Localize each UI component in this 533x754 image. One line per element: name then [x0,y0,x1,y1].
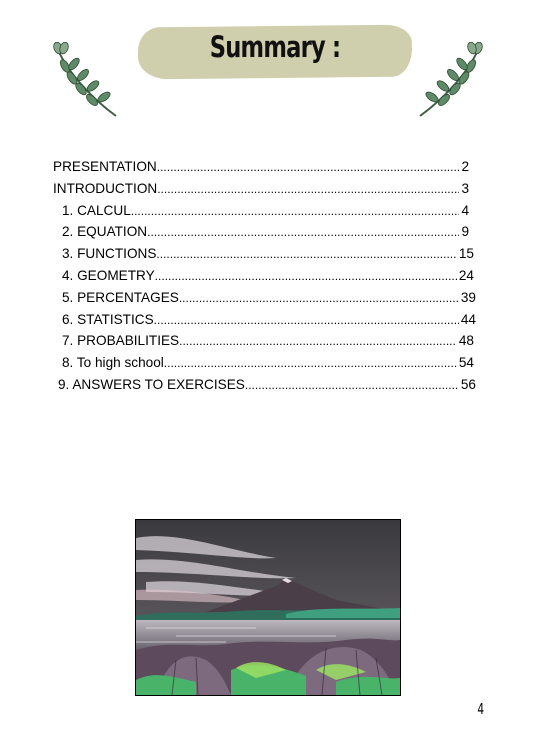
toc-entry-page: 56 [460,376,476,392]
toc-entry-label: 8. To high school [62,355,164,371]
leaf-sprig-icon [50,42,122,122]
toc-entry-label: INTRODUCTION [53,180,158,196]
toc-entry-page: 24 [458,267,474,283]
toc-entry [53,246,483,268]
page-title: Summary : [209,30,341,64]
toc-entry-label: 4. GEOMETRY [62,267,155,283]
toc-entry-label: 9. ANSWERS TO EXERCISES [58,376,245,392]
toc-entry [53,333,483,355]
toc-entry [53,290,483,312]
toc-entry [53,268,483,290]
toc-entry [53,224,483,246]
toc-entry [53,377,483,399]
toc-entry-page: 54 [458,355,474,371]
toc-entry-page: 3 [461,180,469,196]
toc-leader-dots [131,204,460,218]
leaf-sprig-icon [414,42,486,122]
toc-leader-dots [157,182,459,196]
toc-leader-dots [164,356,457,370]
toc-entry [53,159,483,181]
toc-entry-label: 2. EQUATION [62,224,148,240]
toc-leader-dots [154,313,459,327]
toc-entry [53,181,483,203]
toc-entry-label: 6. STATISTICS [62,311,154,327]
toc-leader-dots [155,269,457,283]
toc-leader-dots [179,334,457,348]
toc-entry-page: 48 [458,333,474,349]
table-of-contents [53,159,483,399]
toc-entry-label: PRESENTATION [53,159,157,174]
toc-leader-dots [147,225,459,239]
page-number: 4 [477,700,485,718]
toc-entry-page: 44 [460,311,476,327]
toc-leader-dots [157,160,460,174]
toc-leader-dots [245,378,459,392]
landscape-painting [135,519,401,696]
toc-entry-page: 9 [461,224,469,240]
toc-entry-page: 4 [461,202,469,218]
toc-entry-label: 3. FUNCTIONS [62,246,157,262]
toc-entry-label: 7. PROBABILITIES [62,333,180,349]
toc-entry-label: 1. CALCUL [62,202,131,218]
toc-entry-page: 39 [460,289,476,305]
toc-entry [53,355,483,377]
toc-entry-page: 15 [458,246,474,262]
toc-leader-dots [179,291,459,305]
toc-entry-page: 2 [461,159,469,174]
toc-entry [53,312,483,334]
toc-entry [53,203,483,225]
toc-leader-dots [156,247,456,261]
toc-entry-label: 5. PERCENTAGES [62,289,179,305]
